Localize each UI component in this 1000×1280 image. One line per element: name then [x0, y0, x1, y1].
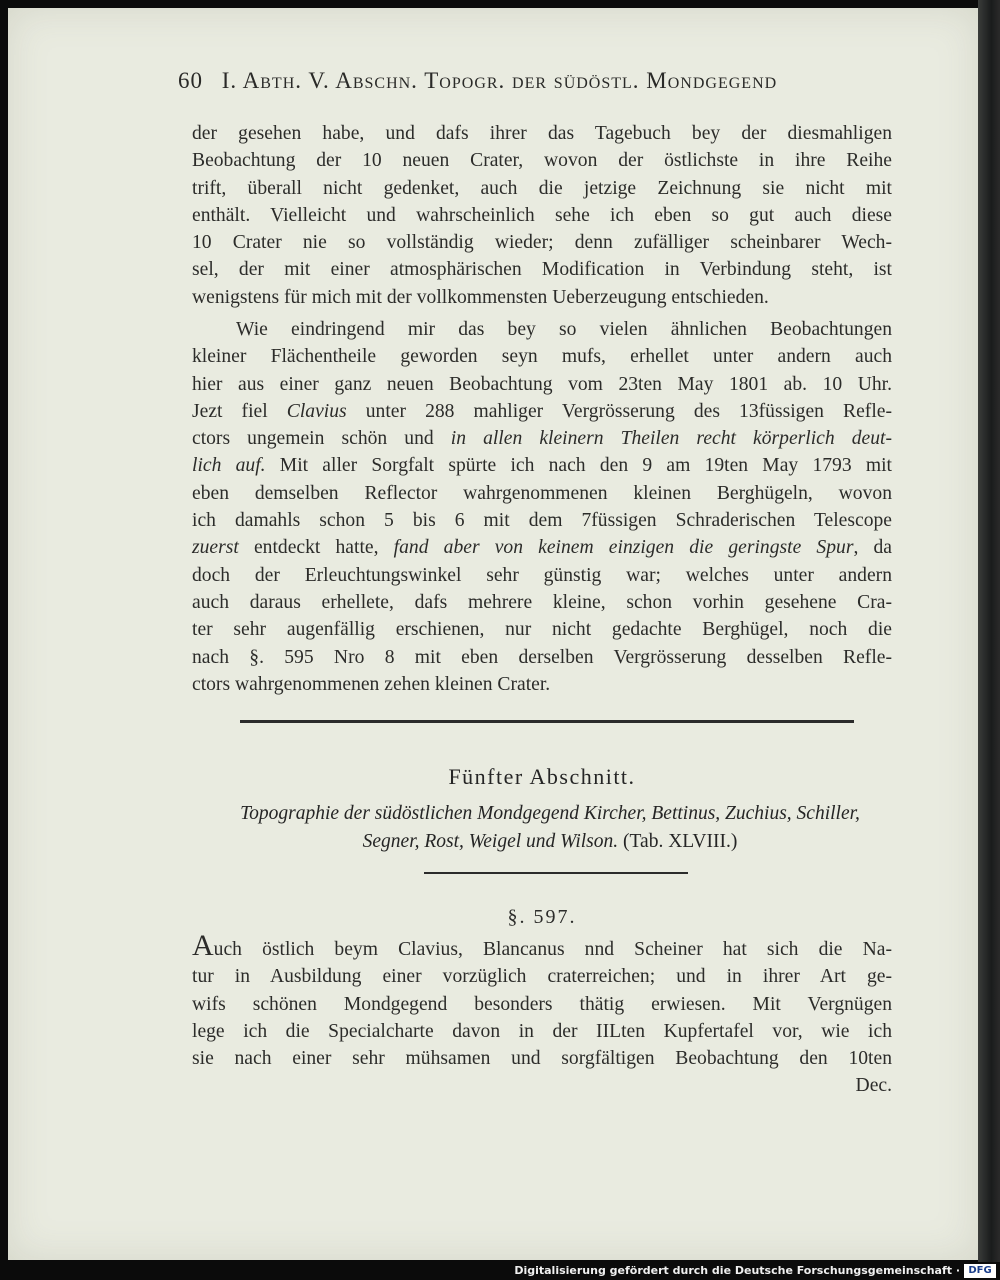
digitization-credit: Digitalisierung gefördert durch die Deutsche Forschungsgemeinschaft · — [514, 1264, 960, 1277]
text-line — [192, 534, 892, 561]
text-line: trift, überall nicht gedenket, auch die jetzige Zeichnung sie nicht mit — [192, 177, 892, 199]
italic-run: Segner, Rost, Weigel und Wilson. — [362, 831, 619, 852]
italic-run: fand aber von keinem einzigen die geringste Spur — [393, 537, 854, 559]
text-line: eben demselben Reflector wahrgenommenen kleinen Berghügeln, wovon — [192, 482, 892, 504]
text-line: wifs schönen Mondgegend besonders thätig erwiesen. Mit Vergnügen — [192, 993, 892, 1015]
italic-run: in allen kleinern Theilen recht körperlich deut- — [450, 428, 892, 450]
text-line — [192, 929, 892, 963]
section-subtitle — [200, 800, 900, 856]
book-spine — [978, 0, 1000, 1262]
paragraph-2 — [192, 316, 892, 698]
subtitle-line: Topographie der südöstlichen Mondgegend Kircher, Bettinus, Zuchius, Schiller, — [240, 803, 860, 824]
text-run: entdeckt hatte, — [238, 537, 394, 559]
text-line: lege ich die Specialcharte davon in der IILten Kupfertafel vor, wie ich — [192, 1020, 892, 1042]
section-divider — [240, 720, 854, 723]
text-line: ter sehr augenfällig erschienen, nur nicht gedachte Berghügel, noch die — [192, 619, 892, 641]
text-line: wenigstens für mich mit der vollkommensten Ueberzeugung entschieden. — [192, 286, 769, 308]
text-line: ctors wahrgenommenen zehen kleinen Crater. — [192, 673, 551, 695]
italic-run: lich auf. — [192, 455, 266, 477]
text-run: unter 288 mahliger Vergrösserung des 13füssigen Refle- — [346, 400, 893, 422]
page-number: 60 — [178, 68, 203, 93]
running-title: I. Abth. V. Abschn. Topogr. der südöstl. Mondgegend — [221, 68, 778, 93]
text-line: kleiner Flächentheile geworden seyn mufs, erhellet unter andern auch — [192, 346, 892, 368]
text-line: 10 Crater nie so vollständig wieder; denn zufälliger scheinbarer Wech- — [192, 232, 892, 254]
text-line — [192, 398, 892, 425]
text-line: sel, der mit einer atmosphärischen Modification in Verbindung steht, ist — [192, 259, 892, 281]
text-line: auch daraus erhellete, dafs mehrere kleine, schon vorhin gesehene Cra- — [192, 591, 892, 613]
text-run: , da — [853, 537, 893, 559]
short-divider — [424, 872, 688, 874]
text-line: sie nach einer sehr mühsamen und sorgfältigen Beobachtung den 10ten — [192, 1048, 892, 1070]
catchword: Dec. — [855, 1075, 892, 1097]
running-header — [178, 68, 898, 94]
dfg-logo: DFG — [964, 1264, 996, 1278]
text-line: ich damahls schon 5 bis 6 mit dem 7füssigen Schraderischen Telescope — [192, 510, 892, 532]
text-line: hier aus einer ganz neuen Beobachtung vom 23ten May 1801 ab. 10 Uhr. — [192, 373, 892, 395]
subtitle-line — [200, 828, 900, 856]
paragraph-3 — [192, 929, 892, 1100]
text-line: Beobachtung der 10 neuen Crater, wovon der östlichste in ihre Reihe — [192, 150, 892, 172]
text-line: der gesehen habe, und dafs ihrer das Tagebuch bey der diesmahligen — [192, 123, 892, 144]
drop-cap: A — [192, 929, 214, 962]
text-run: Jezt fiel — [192, 400, 287, 422]
text-line: enthält. Vielleicht und wahrscheinlich sehe ich eben so gut auch diese — [192, 204, 892, 226]
text-run: Mit aller Sorgfalt spürte ich nach den 9 am 19ten May 1793 mit — [265, 455, 892, 477]
text-run: uch östlich beym Clavius, Blancanus nnd Scheiner hat sich die Na- — [213, 939, 892, 960]
italic-run: zuerst — [192, 537, 239, 559]
italic-run: Clavius — [286, 400, 347, 422]
paragraph-1 — [192, 120, 892, 311]
text-line — [192, 425, 892, 452]
paragraph-number: §. 597. — [507, 906, 577, 928]
text-line: Wie eindringend mir das bey so vielen ähnlichen Beobachtungen — [236, 319, 892, 340]
text-line — [192, 452, 892, 479]
text-line: tur in Ausbildung einer vorzüglich craterreichen; und in ihrer Art ge- — [192, 966, 892, 988]
text-run: ctors ungemein schön und — [192, 428, 451, 450]
text-line: doch der Erleuchtungswinkel sehr günstig war; welches unter andern — [192, 564, 892, 586]
text-line: nach §. 595 Nro 8 mit eben derselben Vergrösserung desselben Refle- — [192, 646, 892, 668]
section-title: Fünfter Abschnitt. — [448, 764, 636, 789]
text-run: (Tab. XLVIII.) — [618, 831, 738, 852]
